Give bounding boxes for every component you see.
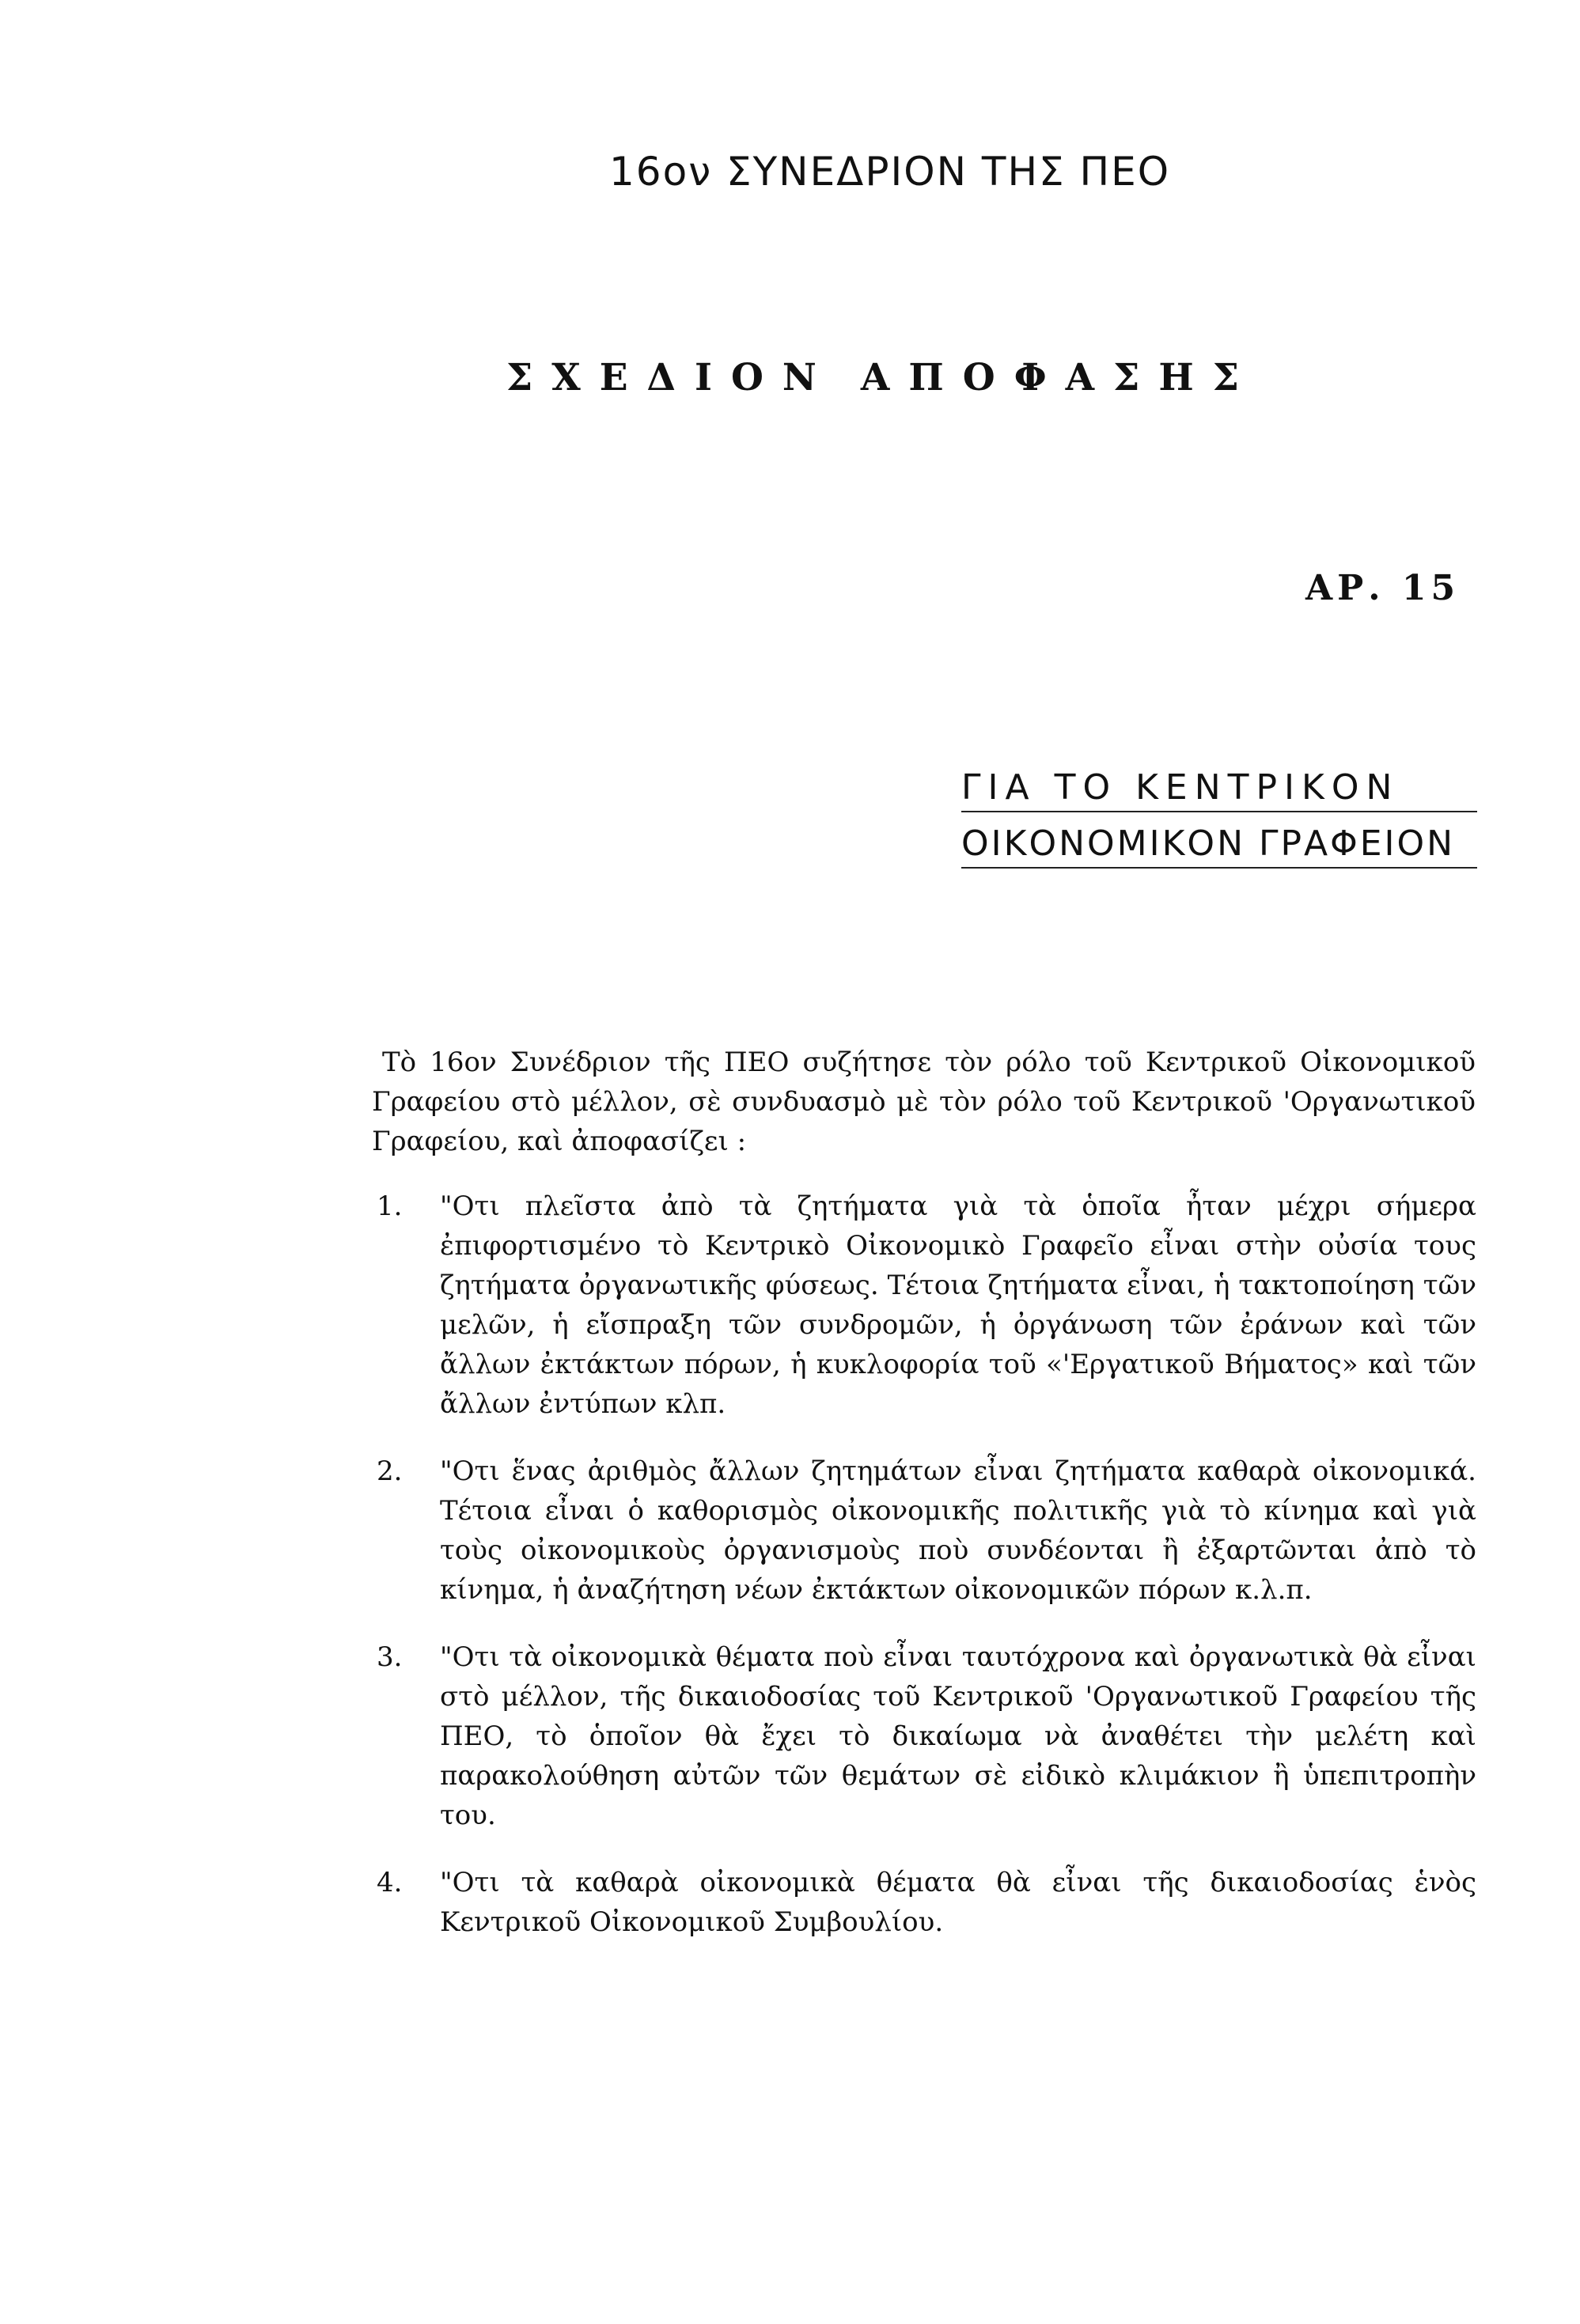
item-number: 1. [377,1190,403,1222]
decision-item-1 [377,1187,1476,1424]
item-number: 2. [377,1455,403,1487]
intro-paragraph: Τὸ 16ον Συνέδριον τῆς ΠΕΟ συζήτησε τὸν ρόλο τοῦ Κεντρικοῦ Οἰκονομικοῦ Γραφείου στὸ μέλλον, σὲ συνδυασμὸ μὲ τὸν ρόλο τοῦ Κεντρικοῦ 'Οργανωτικοῦ Γραφείου, καὶ ἀποφασίζει : [372,1047,1476,1157]
decision-item-4 [377,1863,1476,1942]
item-text: "Οτι πλεῖστα ἀπὸ τὰ ζητήματα γιὰ τὰ ὁποῖα ἦταν μέχρι σήμερα ἐπιφορτισμένο τὸ Κεντρικὸ Οἰκονομικὸ Γραφεῖο εἶναι στὴν οὐσία τους ζητήματα ὀργανωτικῆς φύσεως. Τέτοια ζητήματα εἶναι, ἡ τακτοποίηση τῶν μελῶν, ἡ εἴσπραξη τῶν συνδρομῶν, ἡ ὀργάνωση τῶν ἐράνων καὶ τῶν ἄλλων ἐκτάκτων πόρων, ἡ κυκλοφορία τοῦ «'Εργατικοῦ Βήματος» καὶ τῶν ἄλλων ἐντύπων κλπ. [440,1190,1476,1420]
item-number: 4. [377,1867,403,1898]
heading-word-draft: ΣΧΕΔΙΟΝ [506,356,835,399]
decision-item-3 [377,1637,1476,1835]
addressee-line-2: ΟΙΚΟΝΟΜΙΚΟΝ ΓΡΑΦΕΙΟΝ [961,823,1477,869]
addressee-line-1: ΓΙΑ ΤΟ ΚΕΝΤΡΙΚΟΝ [961,767,1477,812]
decision-items [377,1187,1476,1970]
heading-word-decision: ΑΠΟΦΑΣΗΣ [860,356,1258,399]
item-text: "Οτι τὰ καθαρὰ οἰκονομικὰ θέματα θὰ εἶναι τῆς δικαιοδοσίας ἑνὸς Κεντρικοῦ Οἰκονομικοῦ Συμβουλίου. [440,1867,1476,1938]
item-number: 3. [377,1641,403,1673]
document-heading [506,356,1258,399]
decision-item-2 [377,1452,1476,1610]
item-text: "Οτι ἕνας ἀριθμὸς ἄλλων ζητημάτων εἶναι ζητήματα καθαρὰ οἰκονομικά. Τέτοια εἶναι ὁ καθορισμὸς οἰκονομικῆς πολιτικῆς γιὰ τὸ κίνημα καὶ γιὰ τοὺς οἰκονομικοὺς ὀργανισμοὺς ποὺ συνδέονται ἢ ἐξαρτῶνται ἀπὸ τὸ κίνημα, ἡ ἀναζήτηση νέων ἐκτάκτων οἰκονομικῶν πόρων κ.λ.π. [440,1455,1476,1606]
congress-title: 16ον ΣΥΝΕΔΡΙΟΝ ΤΗΣ ΠΕΟ [609,149,1171,195]
addressee-block [961,767,1477,880]
item-text: "Οτι τὰ οἰκονομικὰ θέματα ποὺ εἶναι ταυτόχρονα καὶ ὀργανωτικὰ θὰ εἶναι στὸ μέλλον, τῆς δικαιοδοσίας τοῦ Κεντρικοῦ 'Οργανωτικοῦ Γραφείου τῆς ΠΕΟ, τὸ ὁποῖον θὰ ἔχει τὸ δικαίωμα νὰ ἀναθέτει τὴν μελέτη καὶ παρακολούθηση αὐτῶν τῶν θεμάτων σὲ εἰδικὸ κλιμάκιον ἢ ὑπεπιτροπὴν του. [440,1641,1476,1831]
reference-number: ΑΡ. 15 [1305,568,1461,608]
